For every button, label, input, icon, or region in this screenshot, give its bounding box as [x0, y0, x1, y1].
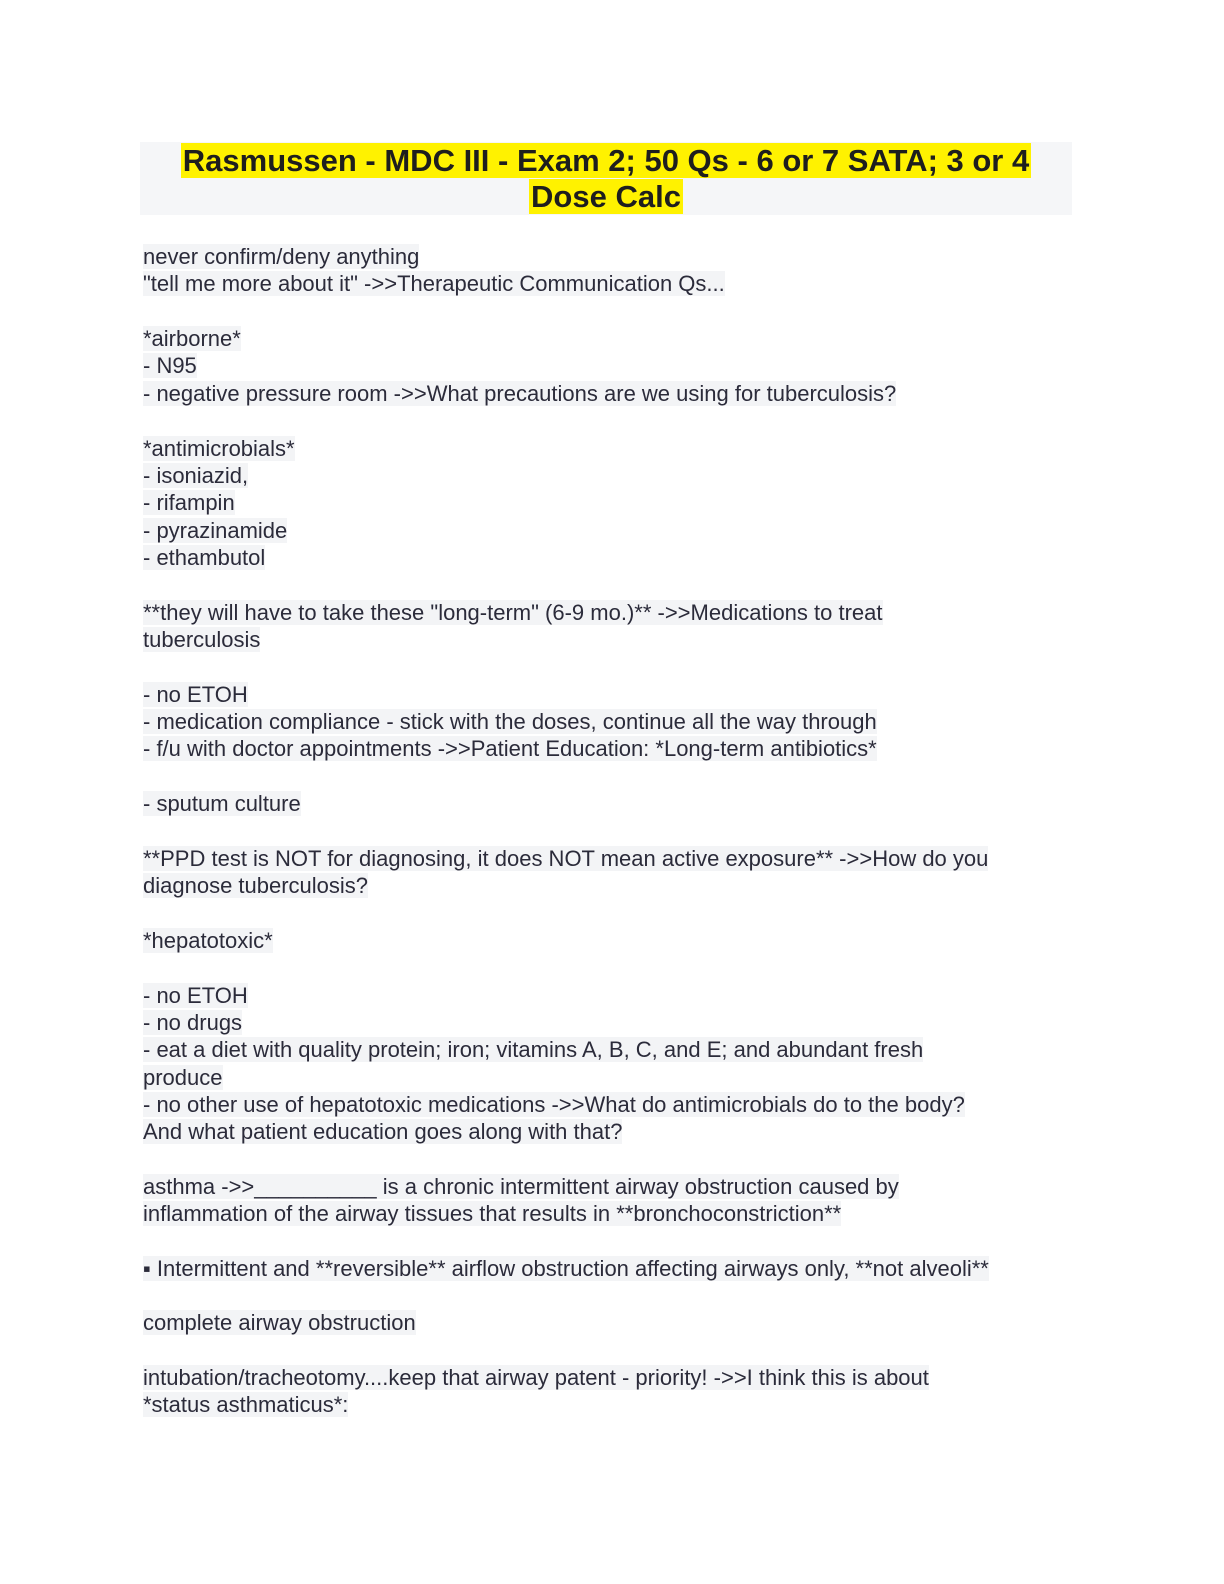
text-line: complete airway obstruction — [143, 1310, 416, 1335]
document-title — [140, 142, 1072, 215]
text-line: *antimicrobials* — [143, 436, 295, 461]
text-line: *hepatotoxic* — [143, 928, 273, 953]
text-line: *airborne* — [143, 326, 241, 351]
text-line: - pyrazinamide — [143, 518, 288, 543]
text-line: - no other use of hepatotoxic medications ->>What do antimicrobials do to the body? — [143, 1092, 965, 1117]
text-line: - no drugs — [143, 1010, 243, 1035]
text-line: **they will have to take these "long-term" (6-9 mo.)** ->>Medications to treat — [143, 600, 883, 625]
text-line: - N95 — [143, 353, 197, 378]
text-line: - isoniazid, — [143, 463, 249, 488]
text-line: never confirm/deny anything — [143, 244, 420, 269]
text-line: - medication compliance - stick with the doses, continue all the way through — [143, 709, 877, 734]
title-line-1: Rasmussen - MDC III - Exam 2; 50 Qs - 6 or 7 SATA; 3 or 4 — [182, 143, 1030, 178]
text-line: ▪ Intermittent and **reversible** airflow obstruction affecting airways only, **not alveoli** — [143, 1256, 989, 1281]
text-line: inflammation of the airway tissues that results in **bronchoconstriction** — [143, 1201, 842, 1226]
text-line: - eat a diet with quality protein; iron; vitamins A, B, C, and E; and abundant fresh — [143, 1037, 924, 1062]
text-line: asthma ->>__________ is a chronic intermittent airway obstruction caused by — [143, 1174, 899, 1199]
text-line: - negative pressure room ->>What precautions are we using for tuberculosis? — [143, 381, 897, 406]
text-line: - ethambutol — [143, 545, 266, 570]
text-line: tuberculosis — [143, 627, 261, 652]
text-line: produce — [143, 1065, 223, 1090]
text-line: diagnose tuberculosis? — [143, 873, 369, 898]
text-line: **PPD test is NOT for diagnosing, it does NOT mean active exposure** ->>How do you — [143, 846, 989, 871]
text-line: And what patient education goes along with that? — [143, 1119, 623, 1144]
text-line: - f/u with doctor appointments ->>Patient Education: *Long-term antibiotics* — [143, 736, 877, 761]
text-line: - rifampin — [143, 490, 235, 515]
title-line-2: Dose Calc — [531, 179, 681, 214]
text-line: - no ETOH — [143, 682, 248, 707]
text-line: - sputum culture — [143, 791, 301, 816]
text-line: *status asthmaticus*: — [143, 1392, 349, 1417]
text-line: - no ETOH — [143, 983, 248, 1008]
text-line: intubation/tracheotomy....keep that airway patent - priority! ->>I think this is about — [143, 1365, 929, 1390]
text-line: "tell me more about it" ->>Therapeutic Communication Qs... — [143, 271, 725, 296]
